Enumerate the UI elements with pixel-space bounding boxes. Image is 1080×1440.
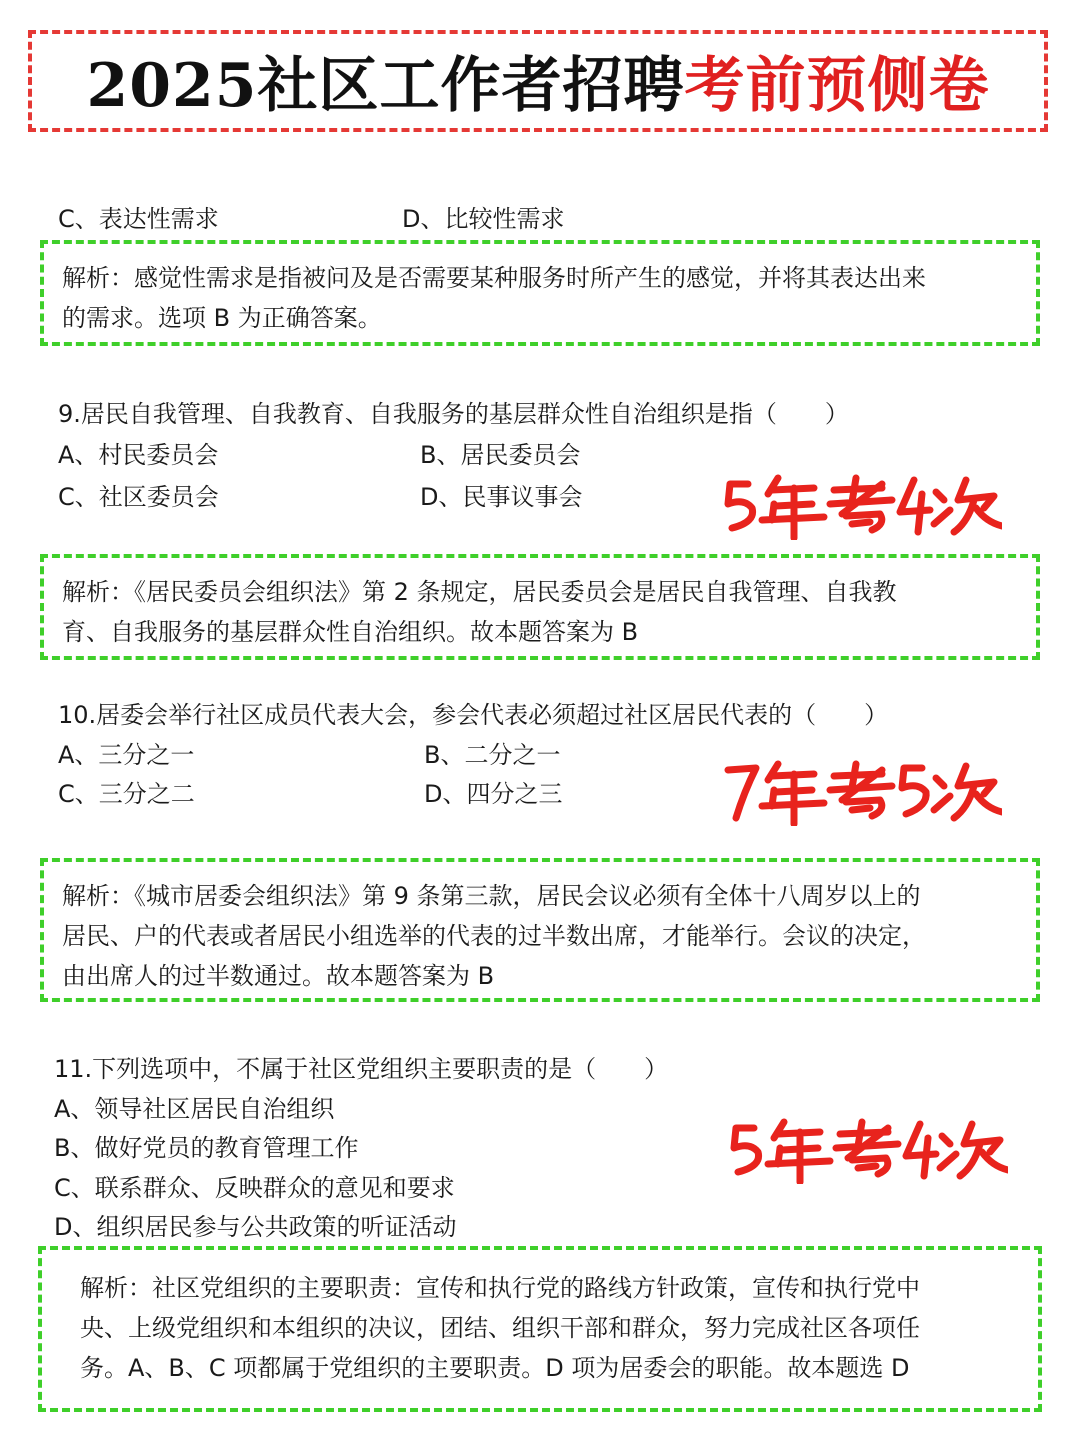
q11-question: 11.下列选项中，不属于社区党组织主要职责的是（ ）: [54, 1055, 669, 1083]
q10-question: 10.居委会举行社区成员代表大会，参会代表必须超过社区居民代表的（ ）: [58, 701, 889, 729]
q9-analysis-line-2: 育、自我服务的基层群众性自治组织。故本题答案为 B: [62, 618, 639, 646]
q8-option-c: C、表达性需求: [58, 205, 219, 233]
q8-analysis-box: [40, 240, 1040, 346]
q9-option-c: C、社区委员会: [58, 483, 219, 511]
q10-option-d: D、四分之三: [424, 780, 563, 808]
q11-analysis-line-1: 解析：社区党组织的主要职责：宣传和执行党的路线方针政策，宣传和执行党中: [80, 1274, 920, 1302]
q9-handwritten-note: [722, 470, 1002, 546]
q8-analysis-line-1: 解析：感觉性需求是指被问及是否需要某种服务时所产生的感觉，并将其表达出来: [62, 264, 926, 292]
q10-option-b: B、二分之一: [424, 741, 561, 769]
q9-question: 9.居民自我管理、自我教育、自我服务的基层群众性自治组织是指（ ）: [58, 400, 849, 428]
title-highlight: 考前预侧卷: [684, 51, 990, 121]
q10-analysis-line-1: 解析：《城市居委会组织法》第 9 条第三款，居民会议必须有全体十八周岁以上的: [62, 882, 921, 910]
q9-option-d: D、民事议事会: [420, 483, 583, 511]
title-main: 2025社区工作者招聘: [86, 51, 685, 121]
q9-analysis-box: [40, 554, 1040, 660]
q10-analysis-line-3: 由出席人的过半数通过。故本题答案为 B: [62, 962, 495, 990]
q8-option-d: D、比较性需求: [402, 205, 565, 233]
q11-option-d: D、组织居民参与公共政策的听证活动: [54, 1213, 457, 1241]
q11-analysis-line-2: 央、上级党组织和本组织的决议，团结、组织干部和群众，努力完成社区各项任: [80, 1314, 920, 1342]
page-title: [87, 38, 990, 124]
q10-option-c: C、三分之二: [58, 780, 195, 808]
q9-option-a: A、村民委员会: [58, 441, 219, 469]
title-banner: [28, 30, 1048, 132]
q9-analysis-line-1: 解析：《居民委员会组织法》第 2 条规定，居民委员会是居民自我管理、自我教: [62, 578, 897, 606]
q8-analysis-line-2: 的需求。选项 B 为正确答案。: [62, 304, 382, 332]
q11-option-c: C、联系群众、反映群众的意见和要求: [54, 1174, 455, 1202]
q11-option-a: A、领导社区居民自治组织: [54, 1095, 335, 1123]
q10-option-a: A、三分之一: [58, 741, 195, 769]
q10-analysis-box: [40, 858, 1040, 1002]
q10-handwritten-note: [722, 756, 1002, 832]
q11-analysis-box: [38, 1246, 1042, 1412]
q10-analysis-line-2: 居民、户的代表或者居民小组选举的代表的过半数出席，才能举行。会议的决定，: [62, 922, 926, 950]
q11-option-b: B、做好党员的教育管理工作: [54, 1134, 359, 1162]
q9-option-b: B、居民委员会: [420, 441, 581, 469]
q11-analysis-line-3: 务。A、B、C 项都属于党组织的主要职责。D 项为居委会的职能。故本题选 D: [80, 1354, 910, 1382]
q11-handwritten-note: [728, 1114, 1008, 1190]
